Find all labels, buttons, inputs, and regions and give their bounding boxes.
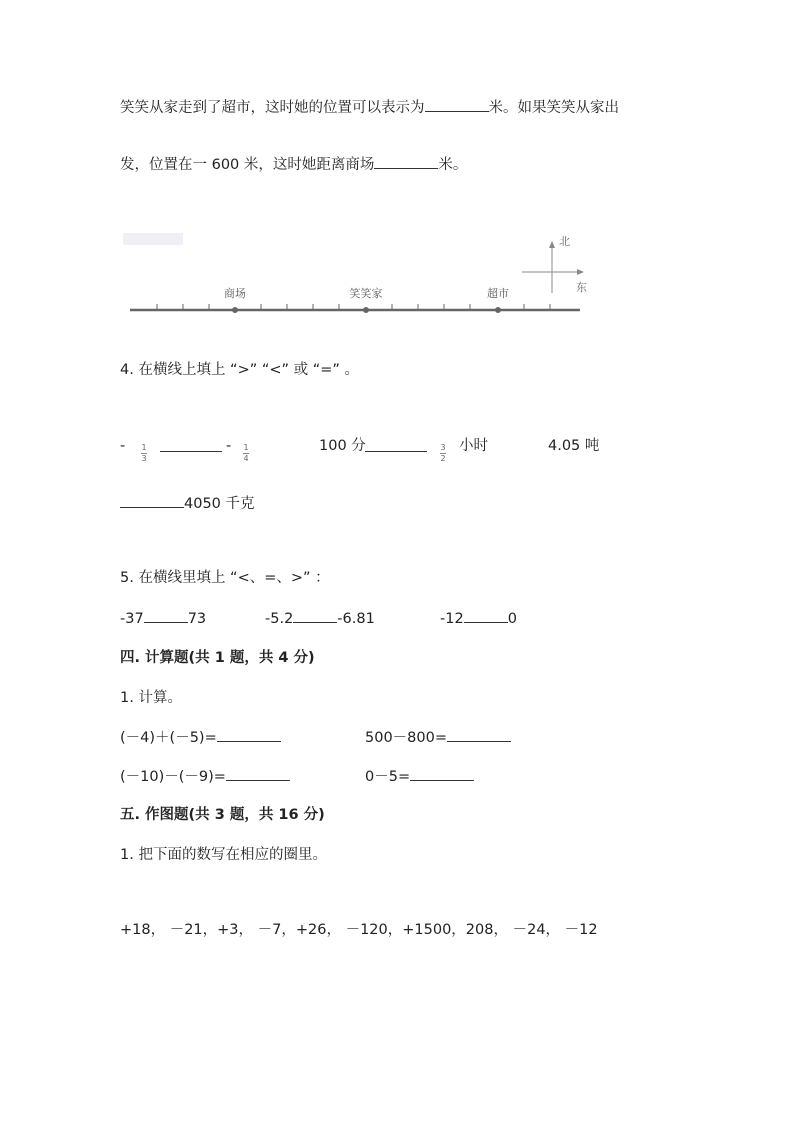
intro-text: 笑笑从家走到了超市，这时她的位置可以表示为 (120, 100, 425, 116)
mall-label: 商场 (224, 287, 246, 300)
number-line-diagram (118, 225, 598, 325)
north-label: 北 (559, 235, 570, 248)
q4-item3-left: 4.05 吨 (548, 438, 600, 454)
q4-blank-1[interactable] (160, 437, 222, 456)
q4-item2-right: 小时 (459, 438, 488, 454)
numbers-list: +18， －21，+3， －7，+26， －120，+1500，208， －24， －12 (120, 922, 598, 938)
home-point (363, 307, 369, 313)
intro-line-2 (120, 154, 467, 174)
q4-blank-3[interactable] (120, 493, 184, 508)
q5-blank-a[interactable] (144, 608, 188, 623)
calc-2: 500－800= (365, 727, 511, 747)
section-4-q1: 1. 计算。 (120, 690, 182, 706)
intro-text: 米。 (438, 157, 468, 173)
intro-text: 米。如果笑笑从家出 (488, 100, 619, 116)
answer-blank[interactable] (425, 97, 489, 112)
calc-blank-1[interactable] (217, 727, 281, 742)
calc-blank-4[interactable] (410, 766, 474, 781)
home-label: 笑笑家 (349, 287, 383, 300)
q4-item3-right: 4050 千克 (184, 496, 255, 512)
calc-blank-2[interactable] (447, 727, 511, 742)
q4-blank-2[interactable] (365, 437, 427, 456)
market-label: 超市 (487, 287, 509, 300)
calc-4: 0－5= (365, 766, 474, 786)
section-4-title: 四. 计算题(共 1 题，共 4 分) (120, 650, 315, 666)
section-5-q1: 1. 把下面的数写在相应的圈里。 (120, 847, 327, 863)
fraction-3-2: 3 2 (440, 443, 446, 463)
intro-text: 发，位置在一 600 米，这时她距离商场 (120, 157, 375, 173)
q5-item-b: -5.2 -6.81 (265, 608, 375, 628)
q5-item-c: -12 0 (440, 608, 517, 628)
intro-line-1 (120, 97, 619, 117)
q4-sign: - (226, 438, 232, 454)
q4-item2-left: 100 分 (319, 438, 366, 454)
faded-label (123, 233, 183, 245)
east-label: 东 (576, 281, 587, 294)
calc-3: (－10)－(－9)= (120, 766, 290, 786)
mall-point (232, 307, 238, 313)
answer-blank[interactable] (374, 154, 438, 169)
section-5-title: 五. 作图题(共 3 题，共 16 分) (120, 807, 325, 823)
q4-item3-row (120, 493, 255, 513)
q5-item-a: -37 73 (120, 608, 206, 628)
q4-sign: - (120, 438, 126, 454)
compass-icon (522, 235, 587, 294)
calc-1: (－4)＋(－5)= (120, 727, 281, 747)
fraction-1-3: 1 3 (141, 443, 147, 463)
q5-title: 5. 在横线里填上 “<、=、>” ： (120, 570, 330, 586)
market-point (495, 307, 501, 313)
calc-blank-3[interactable] (226, 766, 290, 781)
q5-blank-c[interactable] (464, 608, 508, 623)
q4-title: 4. 在横线上填上 “>” “<” 或 “=” 。 (120, 362, 360, 378)
q5-blank-b[interactable] (293, 608, 337, 623)
fraction-1-4: 1 4 (243, 443, 249, 463)
